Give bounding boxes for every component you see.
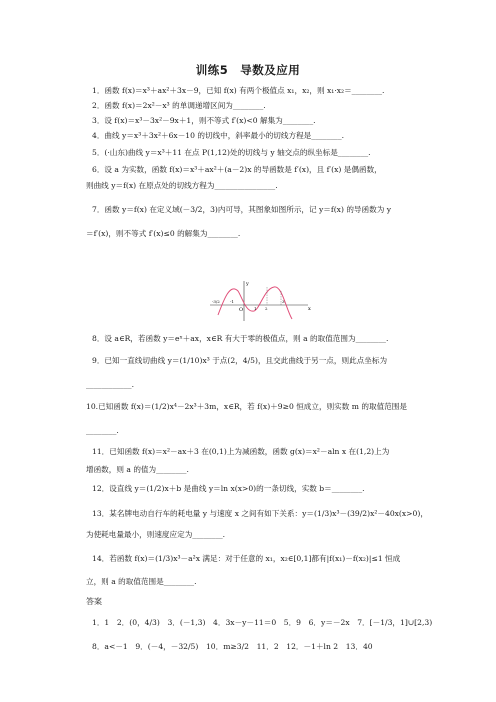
problem-line: 9．已知一直线切曲线 y＝(1/10)x³ 于点(2，4/5)，且交此曲线于另一点，则此点坐标为: [92, 356, 388, 365]
problem-line: 则曲线 y＝f(x) 在原点处的切线方程为________________.: [86, 181, 278, 190]
problem-line: 14．若函数 f(x)＝(1/3)x³－a²x 满足：对于任意的 x₁，x₂∈[0,1]都有|f(x₁)－f(x₂)|≤1 恒成: [92, 554, 401, 563]
axis-y-label: y: [246, 281, 249, 287]
problem-line: 11．已知函数 f(x)＝x²－ax＋3 在(0,1)上为减函数，函数 g(x)＝x²－aln x 在(1,2)上为: [92, 447, 390, 456]
problem-line: 5．(·山东)曲线 y＝x³＋11 在点 P(1,12)处的切线与 y 轴交点的纵坐标是________.: [92, 148, 371, 157]
x-tick-label: 2: [265, 306, 268, 311]
x-tick-label: -3/2: [212, 299, 220, 304]
axis-x-label: x: [308, 306, 311, 312]
problem-line: 8．设 a∈R，若函数 y＝eˣ＋ax，x∈R 有大于零的极值点，则 a 的取值范围为________.: [92, 334, 389, 343]
problem-line: 12．设直线 y＝(1/2)x＋b 是曲线 y＝ln x(x>0)的一条切线，实数 b＝________.: [92, 484, 365, 493]
x-tick-label: -1: [230, 299, 234, 304]
x-tick-label: 3: [282, 299, 285, 304]
problem-line: 13．某名牌电动自行车的耗电量 y 与速度 x 之间有如下关系：y＝(1/3)x³－(39/2)x²－40x(x>0)，: [92, 509, 428, 518]
problem-line: ____________.: [86, 380, 134, 389]
answer-line: 8．a<－1 9．(－4，－32/5) 10．m≥3/2 11．2 12．－1＋ln 2 13．40: [92, 642, 373, 651]
problem-line: 为使耗电量最小，则速度应定为________.: [86, 530, 226, 539]
problem-line: 立，则 a 的取值范围是________.: [86, 577, 197, 586]
function-graph: [208, 279, 312, 323]
problem-line: 增函数，则 a 的值为________.: [86, 465, 189, 474]
problem-line: 2．函数 f(x)＝2x²－x³ 的单调递增区间为________.: [92, 101, 266, 110]
problem-line: ＝f′(x)，则不等式 f′(x)≤0 的解集为________.: [86, 229, 241, 238]
problem-line: ________.: [86, 426, 119, 435]
page-title: 训练5 导数及应用: [195, 63, 301, 77]
origin-label: O: [239, 307, 244, 313]
problem-line: 6．设 a 为实数，函数 f(x)＝x³＋ax²＋(a－2)x 的导函数是 f′(x)，且 f′(x) 是偶函数，: [92, 165, 382, 174]
problem-line: 7．函数 y＝f(x) 在定义域(－3/2，3)内可导，其图象如图所示，记 y＝f(x) 的导函数为 y: [92, 205, 392, 214]
problem-line: 10.已知函数 f(x)＝(1/2)x⁴－2x³＋3m，x∈R，若 f(x)＋9≥0 恒成立，则实数 m 的取值范围是: [86, 402, 407, 411]
answers-heading: 答案: [86, 597, 102, 606]
answer-line: 1．1 2．(0，4/3) 3．(－1,3) 4．3x－y－11＝0 5．9 6．y＝－2x 7．[－1/3，1]∪[2,3): [92, 618, 433, 627]
problem-line: 4．曲线 y＝x³＋3x²＋6x－10 的切线中，斜率最小的切线方程是________.: [92, 131, 345, 140]
x-tick-label: 1: [254, 306, 257, 311]
problem-line: 1．函数 f(x)＝x³＋ax²＋3x－9，已知 f(x) 有两个极值点 x₁，x₂，则 x₁·x₂＝________.: [92, 86, 385, 95]
problem-line: 3．设 f(x)＝x³－3x²－9x＋1，则不等式 f′(x)<0 解集为________.: [92, 116, 316, 125]
